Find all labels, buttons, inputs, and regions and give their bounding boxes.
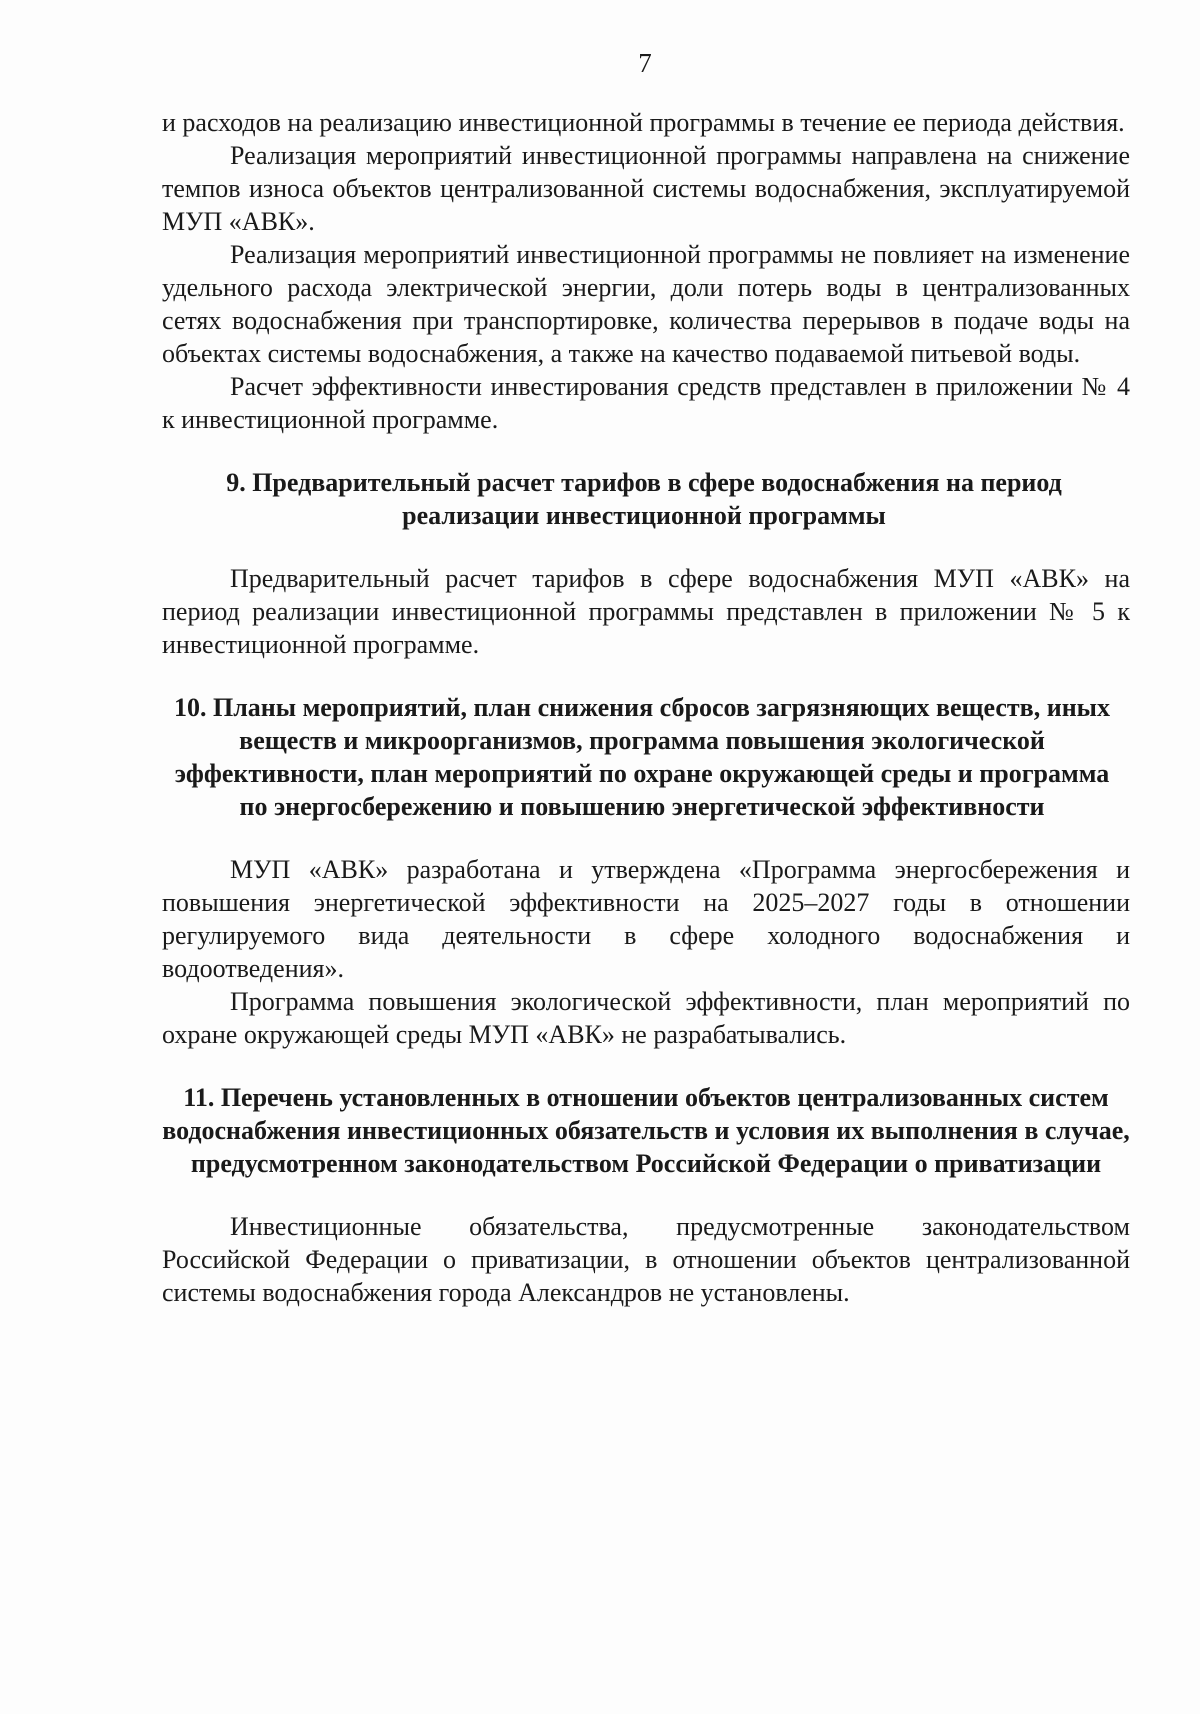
intro-paragraph-1: и расходов на реализацию инвестиционной программы в течение ее периода действия. <box>162 108 1125 137</box>
section-9-paragraph: Предварительный расчет тарифов в сфере водоснабжения МУП «АВК» на период реализации инвестиционной программы представлен в приложении № 5 к инвестиционной программе. <box>162 564 1130 659</box>
page-number: 7 <box>638 48 652 78</box>
section-10-heading: 10. Планы мероприятий, план снижения сбросов загрязняющих веществ, иных веществ и микроорганизмов, программа повышения экологической эффективности, план мероприятий по охране окружающей среды и программа по энергосбережению и повышению энергетической эффективности <box>174 693 1110 821</box>
section-11-heading: 11. Перечень установленных в отношении объектов централизованных систем водоснабжения инвестиционных обязательств и условия их выполнения в случае, предусмотренном законодательством Российской Федерации о приватизации <box>162 1083 1130 1178</box>
section-9-heading: 9. Предварительный расчет тарифов в сфере водоснабжения на период реализации инвестиционной программы <box>226 468 1062 530</box>
section-10-paragraph-2: Программа повышения экологической эффективности, план мероприятий по охране окружающей среды МУП «АВК» не разрабатывались. <box>162 987 1130 1049</box>
intro-paragraph-4: Расчет эффективности инвестирования средств представлен в приложении № 4 к инвестиционной программе. <box>162 372 1130 434</box>
document-body <box>162 106 1130 1309</box>
section-10-paragraph-1: МУП «АВК» разработана и утверждена «Программа энергосбережения и повышения энергетической эффективности на 2025–2027 годы в отношении регулируемого вида деятельности в сфере холодного водоснабжения и водоотведения». <box>162 855 1130 983</box>
intro-paragraph-2: Реализация мероприятий инвестиционной программы направлена на снижение темпов износа объектов централизованной системы водоснабжения, эксплуатируемой МУП «АВК». <box>162 141 1130 236</box>
intro-paragraph-3: Реализация мероприятий инвестиционной программы не повлияет на изменение удельного расхода электрической энергии, доли потерь воды в централизованных сетях водоснабжения при транспортировке, количества перерывов в подаче воды на объектах системы водоснабжения, а также на качество подаваемой питьевой воды. <box>162 240 1130 368</box>
section-11-paragraph: Инвестиционные обязательства, предусмотренные законодательством Российской Федерации о приватизации, в отношении объектов централизованной системы водоснабжения города Александров не установлены. <box>162 1212 1130 1307</box>
